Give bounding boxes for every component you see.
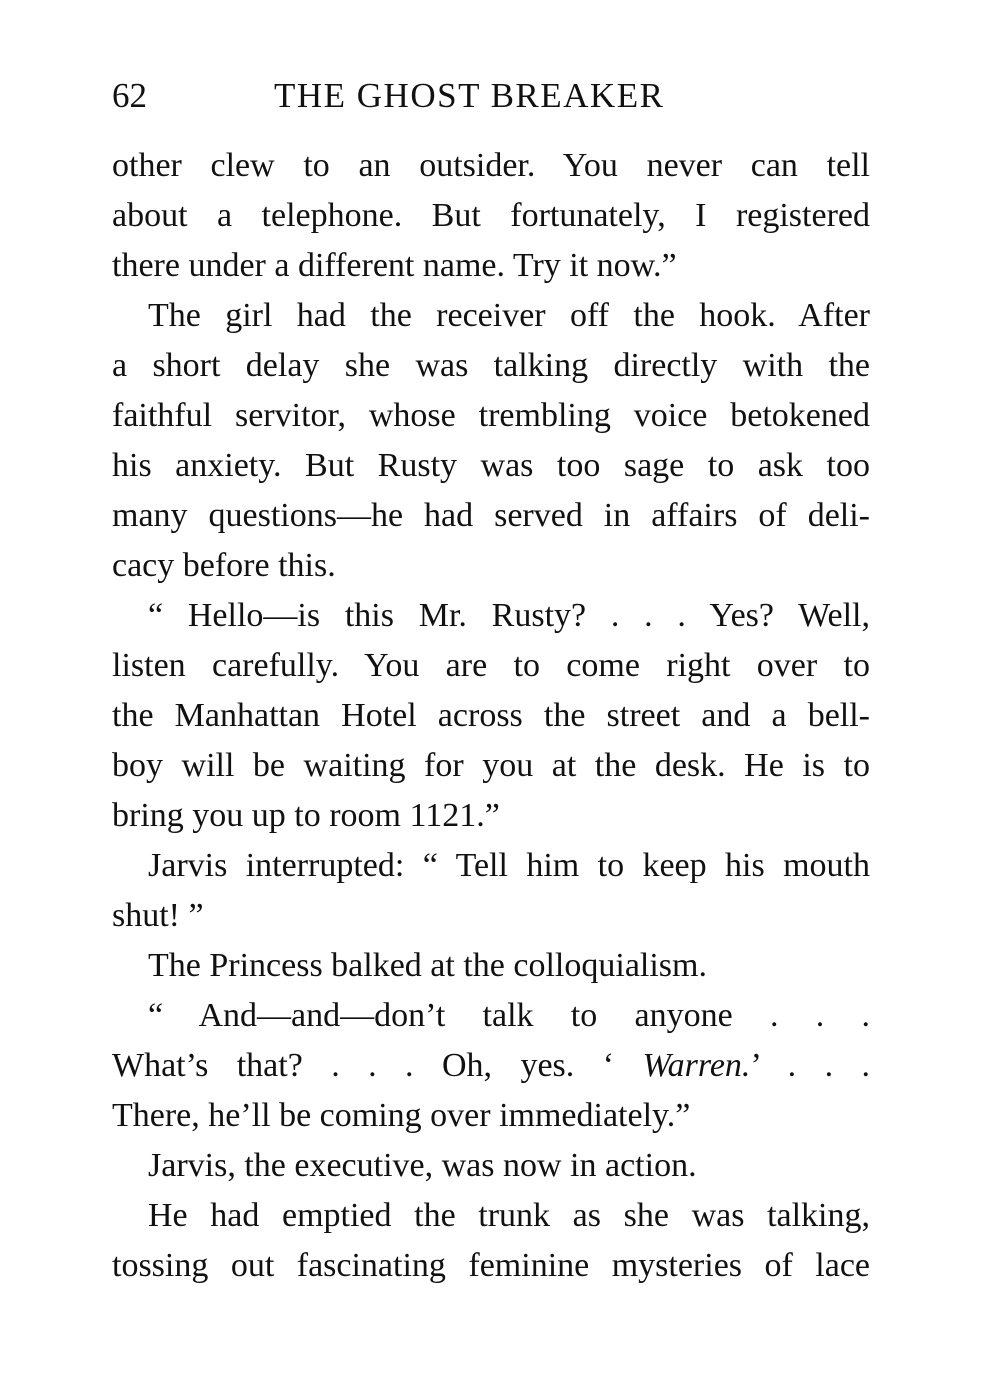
page-header bbox=[112, 74, 870, 118]
text-line: bring you up to room 1121.” bbox=[112, 797, 500, 834]
text-line: other clew to an outsider. You never can tell bbox=[112, 147, 870, 184]
paragraph-start-line: He had emptied the trunk as she was talking, bbox=[148, 1197, 870, 1234]
paragraph-start-line: Jarvis, the executive, was now in action. bbox=[148, 1147, 697, 1184]
text-line: shut! ” bbox=[112, 897, 204, 934]
paragraph-start-line: “ Hello—is this Mr. Rusty? . . . Yes? Well, bbox=[148, 597, 870, 634]
page-number: 62 bbox=[112, 76, 147, 115]
text-line: his anxiety. But Rusty was too sage to ask too bbox=[112, 447, 870, 484]
text-line: about a telephone. But fortunately, I registered bbox=[112, 197, 870, 234]
paragraph-start-line: The Princess balked at the colloquialism. bbox=[148, 947, 707, 984]
text-line: tossing out fascinating feminine mysteries of lace bbox=[112, 1247, 870, 1284]
text-line: There, he’ll be coming over immediately.” bbox=[112, 1097, 691, 1134]
text-line: listen carefully. You are to come right over to bbox=[112, 647, 870, 684]
text-line: What’s that? . . . Oh, yes. ‘ Warren.’ . . . bbox=[112, 1047, 870, 1084]
text-line: cacy before this. bbox=[112, 547, 336, 584]
text-line: many questions—he had served in affairs of deli- bbox=[112, 497, 870, 534]
text-line: faithful servitor, whose trembling voice betokened bbox=[112, 397, 870, 434]
text-line: boy will be waiting for you at the desk. He is to bbox=[112, 747, 870, 784]
paragraph-start-line: The girl had the receiver off the hook. After bbox=[148, 297, 870, 334]
text-line: there under a different name. Try it now.” bbox=[112, 247, 677, 284]
paragraph-start-line: “ And—and—don’t talk to anyone . . . bbox=[148, 997, 870, 1034]
text-line: the Manhattan Hotel across the street and a bell- bbox=[112, 697, 870, 734]
body-text bbox=[112, 141, 870, 1291]
text-line: a short delay she was talking directly with the bbox=[112, 347, 870, 384]
italic-name: Warren. bbox=[642, 1047, 751, 1084]
paragraph-start-line: Jarvis interrupted: “ Tell him to keep his mouth bbox=[148, 847, 870, 884]
running-title: THE GHOST BREAKER bbox=[274, 76, 665, 115]
